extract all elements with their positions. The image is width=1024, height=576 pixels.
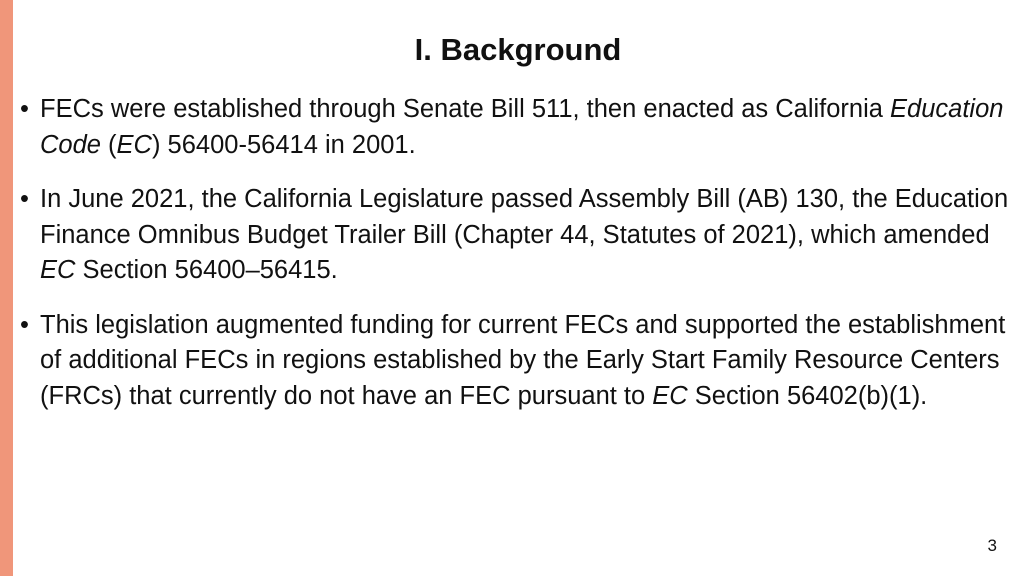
bullet-item-1 — [20, 92, 1010, 163]
bullet-item-2 — [20, 182, 1010, 289]
slide-title: I. Background — [414, 32, 622, 67]
bullet-1-italic-ec: EC — [116, 130, 152, 159]
bullet-1-italic-education-code: Education Code — [40, 95, 1004, 159]
bullet-marker: • — [20, 310, 29, 339]
bullet-1-text: ( — [100, 130, 117, 159]
bullet-3-text: This legislation augmented funding for current FECs and supported the establishment of additional FECs in regions established by the Early Start Family Resource Centers (FRCs) that currently do not have an FEC pursuant to — [40, 310, 1006, 410]
page-number: 3 — [987, 536, 997, 555]
bullet-3-italic-ec: EC — [652, 381, 688, 410]
bullet-1-text: ) 56400-56414 in 2001. — [151, 130, 416, 159]
accent-bar — [0, 0, 13, 576]
bullet-3-text: Section 56402(b)(1). — [687, 381, 928, 410]
bullet-2-italic-ec: EC — [40, 256, 76, 284]
bullet-2-text: In June 2021, the California Legislature passed Assembly Bill (AB) 130, the Education Finance Omnibus Budget Trailer Bill (Chapter 44, Statutes of 2021), which amended — [40, 185, 1009, 249]
bullet-marker: • — [20, 95, 29, 123]
bullet-1-text: FECs were established through Senate Bill 511, then enacted as California — [40, 95, 891, 123]
bullet-item-3 — [20, 308, 1010, 415]
bullet-2-text: Section 56400–56415. — [75, 256, 338, 284]
bullet-list — [20, 92, 1010, 433]
bullet-marker: • — [20, 185, 29, 213]
